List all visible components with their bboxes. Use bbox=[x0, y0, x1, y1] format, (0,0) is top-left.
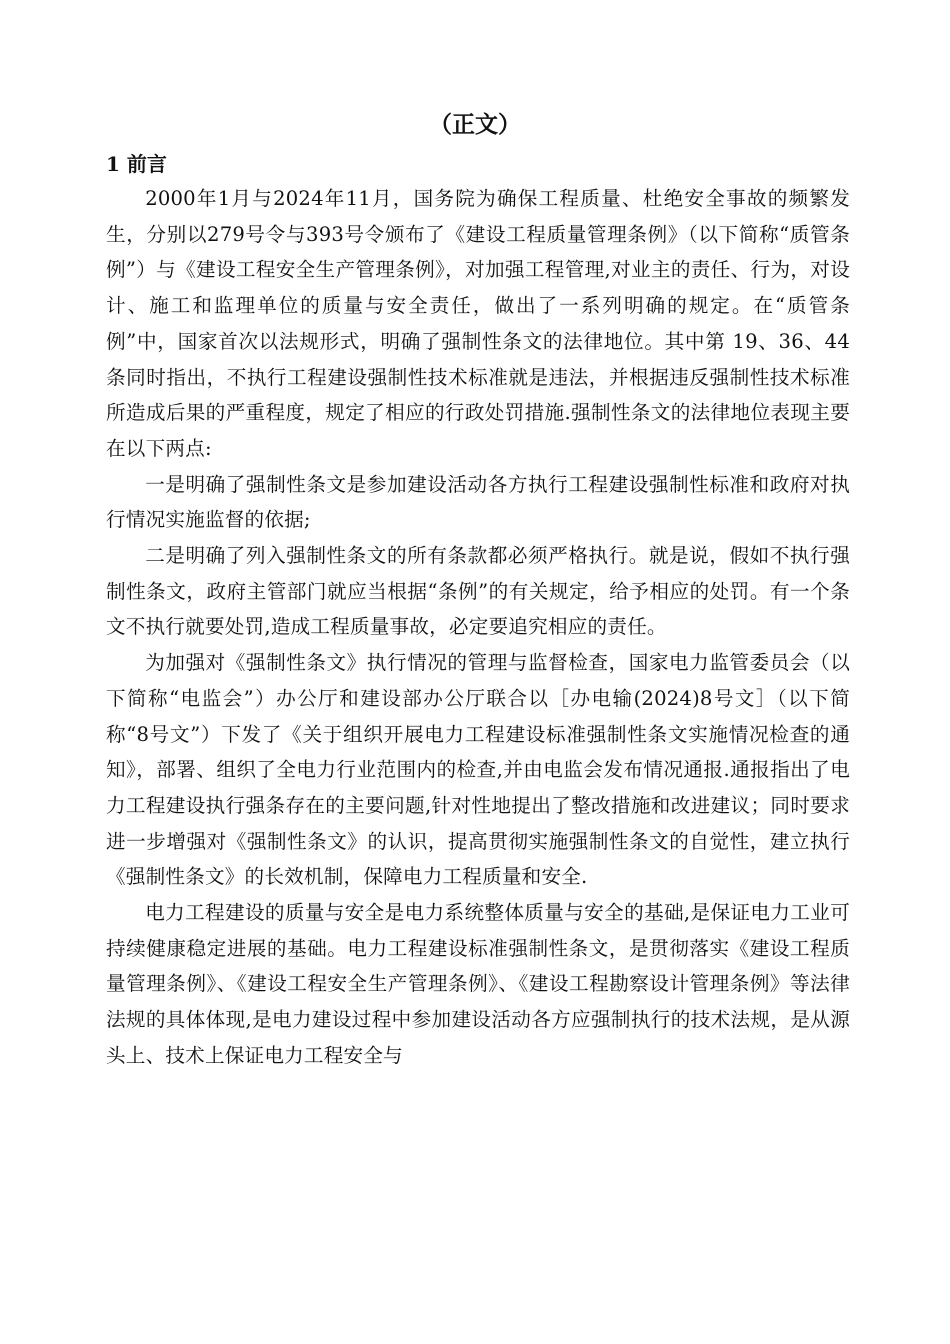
paragraph-3: 二是明确了列入强制性条文的所有条款都必须严格执行。就是说，假如不执行强制性条文，政府主管部门就应当根据“条例”的有关规定，给予相应的处罚。有一个条文不执行就要处罚,造成工程质量事故，必定要追究相应的责任。 bbox=[106, 544, 850, 639]
paragraph-5: 电力工程建设的质量与安全是电力系统整体质量与安全的基础,是保证电力工业可持续健康稳定进展的基础。电力工程建设标准强制性条文，是贯彻落实《建设工程质量管理条例》、《建设工程安全生产管理条例》、《建设工程勘察设计管理条例》等法律法规的具体体现,是电力建设过程中参加建设活动各方应强制执行的技术法规，是从源头上、技术上保证电力工程安全与 bbox=[106, 901, 850, 1067]
body-text bbox=[106, 181, 850, 1074]
section-heading: 1 前言 bbox=[106, 152, 167, 176]
paragraph-1: 2000年1月与2024年11月，国务院为确保工程质量、杜绝安全事故的频繁发生，分别以279号令与393号令颁布了《建设工程质量管理条例》（以下简称“质管条例”）与《建设工程安全生产管理条例》，对加强工程管理,对业主的责任、行为，对设计、施工和监理单位的质量与安全责任，做出了一系列明确的规定。在“质管条例”中，国家首次以法规形式，明确了强制性条文的法律地位。其中第 19、36、44条同时指出，不执行工程建设强制性技术标准就是违法，并根据违反强制性技术标准所造成后果的严重程度，规定了相应的行政处罚措施.强制性条文的法律地位表现主要在以下两点: bbox=[106, 187, 850, 460]
paragraph-2: 一是明确了强制性条文是参加建设活动各方执行工程建设强制性标准和政府对执行情况实施监督的依据; bbox=[106, 472, 850, 532]
paragraph-4: 为加强对《强制性条文》执行情况的管理与监督检查，国家电力监管委员会（以下简称“电监会”）办公厅和建设部办公厅联合以［办电输(2024)8号文］（以下简称“8号文”）下发了《关于组织开展电力工程建设标准强制性条文实施情况检查的通知》，部署、组织了全电力行业范围内的检查,并由电监会发布情况通报.通报指出了电力工程建设执行强条存在的主要问题,针对性地提出了整改措施和改进建议；同时要求进一步增强对《强制性条文》的认识，提高贯彻实施强制性条文的自觉性，建立执行《强制性条文》的长效机制，保障电力工程质量和安全. bbox=[106, 651, 850, 889]
document-title: （正文） bbox=[429, 111, 521, 138]
